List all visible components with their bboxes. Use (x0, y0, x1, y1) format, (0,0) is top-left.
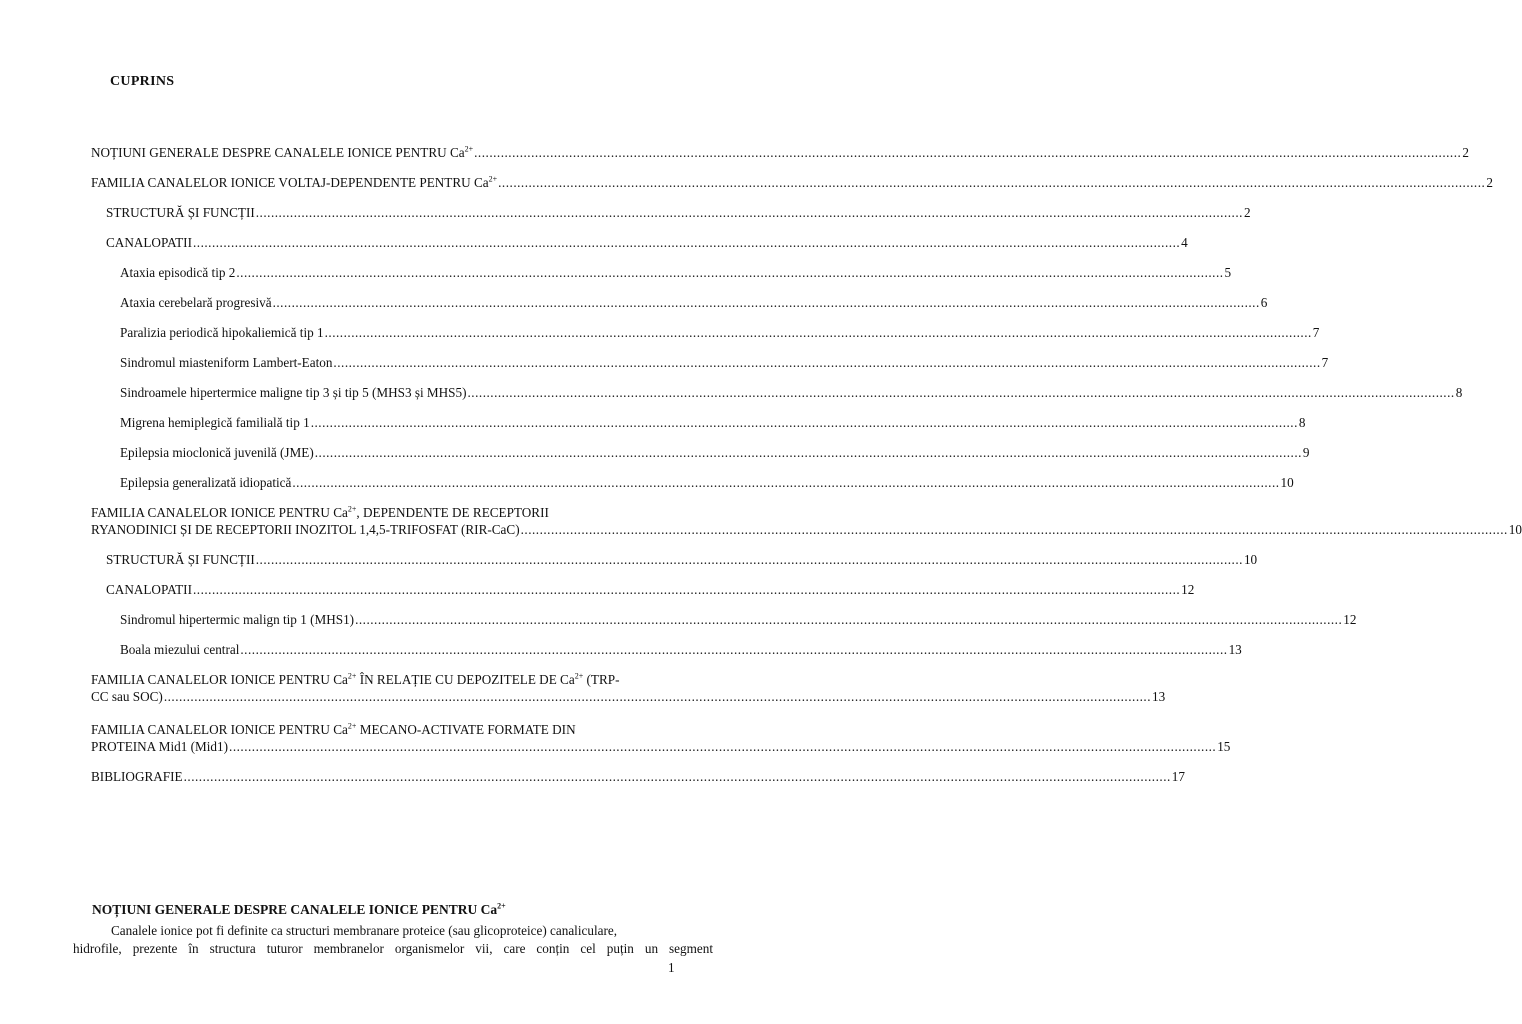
toc-entry-text: Epilepsia mioclonică juvenilă (JME) (120, 445, 314, 460)
toc-entry[interactable] (91, 174, 1493, 191)
leader-dots: .................................................................................................................................................................................................................................................................... (163, 689, 1151, 704)
superscript: 2+ (574, 671, 584, 681)
toc-entry[interactable] (120, 641, 1242, 658)
toc-entry-text: Boala miezului central (120, 642, 240, 657)
leader-dots: .................................................................................................................................................................................................................................................................... (183, 769, 1171, 784)
toc-entry[interactable] (120, 384, 1463, 401)
page-number: 1 (668, 960, 675, 975)
leader-dots: .................................................................................................................................................................................................................................................................... (255, 205, 1243, 220)
toc-page-number: 8 (1298, 415, 1306, 430)
toc-page-number: 17 (1171, 769, 1185, 784)
paragraph-line: hidrofile, prezente în structura tuturor membranelor organismelor vii, care conțin cel puțin un segment (73, 941, 713, 956)
toc-entry[interactable] (120, 611, 1357, 628)
leader-dots: .................................................................................................................................................................................................................................................................... (310, 415, 1298, 430)
toc-page-number: 9 (1302, 445, 1310, 460)
toc-page-number: 5 (1224, 265, 1232, 280)
toc-entry[interactable] (106, 204, 1251, 221)
toc-entry[interactable] (91, 144, 1469, 161)
toc-page-number: 2 (1462, 145, 1469, 160)
toc-entry[interactable] (120, 414, 1306, 431)
toc-page-number: 13 (1152, 689, 1166, 704)
section-heading: NOȚIUNI GENERALE DESPRE CANALELE IONICE PENTRU $Ca^{2+}$ (92, 901, 506, 917)
toc-page-number: 12 (1181, 582, 1195, 597)
toc-entry[interactable] (91, 768, 1185, 785)
leader-dots: .................................................................................................................................................................................................................................................................... (236, 265, 1224, 280)
leader-dots: .................................................................................................................................................................................................................................................................... (229, 739, 1217, 754)
superscript: 2+ (497, 901, 506, 911)
leader-dots: .................................................................................................................................................................................................................................................................... (333, 355, 1321, 370)
toc-page-number: 13 (1228, 642, 1242, 657)
toc-page-number: 10 (1280, 475, 1294, 490)
toc-entry[interactable] (120, 354, 1329, 371)
toc-entry[interactable] (120, 474, 1294, 491)
leader-dots: .................................................................................................................................................................................................................................................................... (272, 295, 1260, 310)
leader-dots: .................................................................................................................................................................................................................................................................... (255, 552, 1243, 567)
paragraph-line: Canalele ionice pot fi definite ca structuri membranare proteice (sau glicoproteice) canaliculare, (111, 923, 618, 938)
toc-page-number: 12 (1343, 612, 1357, 627)
toc-entry-text: Sindromul hipertermic malign tip 1 (MHS1) (120, 612, 355, 627)
toc-page-number: 7 (1312, 325, 1320, 340)
superscript: 2+ (347, 504, 357, 514)
toc-entry-text: NOȚIUNI GENERALE DESPRE CANALELE IONICE PENTRU Ca (91, 145, 465, 160)
toc-entry-text: STRUCTURĂ ȘI FUNCȚII (106, 205, 255, 220)
toc-entry[interactable] (106, 581, 1195, 598)
toc-entry[interactable] (91, 738, 1231, 755)
leader-dots: .................................................................................................................................................................................................................................................................... (355, 612, 1343, 627)
toc-entry-text: Paralizia periodică hipokaliemică tip 1 (120, 325, 324, 340)
toc-page-number: 10 (1508, 522, 1522, 537)
toc-entry[interactable] (106, 551, 1258, 568)
toc-page-number: 15 (1217, 739, 1231, 754)
leader-dots: .................................................................................................................................................................................................................................................................... (474, 145, 1462, 160)
toc-entry-text: PROTEINA Mid1 (Mid1) (91, 739, 229, 754)
toc-entry[interactable] (120, 264, 1232, 281)
toc-entry-text: Migrena hemiplegică familială tip 1 (120, 415, 310, 430)
leader-dots: .................................................................................................................................................................................................................................................................... (240, 642, 1228, 657)
toc-entry[interactable] (120, 444, 1310, 461)
superscript: 2+ (464, 144, 474, 154)
toc-entry-text: FAMILIA CANALELOR IONICE VOLTAJ-DEPENDENTE PENTRU Ca (91, 175, 489, 190)
toc-page-number: 2 (1243, 205, 1251, 220)
toc-entry[interactable] (91, 688, 1166, 705)
toc-entry-line1[interactable]: FAMILIA CANALELOR IONICE PENTRU $Ca^{2+}$, DEPENDENTE DE RECEPTORII (91, 504, 549, 520)
toc-entry-text: Ataxia episodică tip 2 (120, 265, 236, 280)
toc-entry[interactable] (106, 234, 1188, 251)
toc-entry-text: CANALOPATII (106, 235, 192, 250)
leader-dots: .................................................................................................................................................................................................................................................................... (192, 235, 1181, 250)
toc-entry-text: RYANODINICI ȘI DE RECEPTORII INOZITOL 1,4,5-TRIFOSFAT (RIR-CaC) (91, 522, 520, 537)
toc-entry[interactable] (120, 324, 1320, 341)
toc-page-number: 7 (1321, 355, 1329, 370)
toc-page-number: 8 (1455, 385, 1463, 400)
toc-entry-text: CANALOPATII (106, 582, 192, 597)
toc-entry-text: Sindromul miasteniform Lambert-Eaton (120, 355, 333, 370)
toc-title: CUPRINS (110, 74, 175, 89)
toc-entry[interactable] (91, 521, 1522, 538)
toc-entry-text: CC sau SOC) (91, 689, 163, 704)
toc-page-number: 10 (1243, 552, 1258, 567)
superscript: 2+ (488, 174, 498, 184)
leader-dots: .................................................................................................................................................................................................................................................................... (520, 522, 1508, 537)
leader-dots: .................................................................................................................................................................................................................................................................... (324, 325, 1312, 340)
leader-dots: .................................................................................................................................................................................................................................................................... (498, 175, 1486, 190)
leader-dots: .................................................................................................................................................................................................................................................................... (467, 385, 1455, 400)
superscript: 2+ (347, 671, 357, 681)
leader-dots: .................................................................................................................................................................................................................................................................... (192, 582, 1181, 597)
toc-entry-text: BIBLIOGRAFIE (91, 769, 183, 784)
toc-entry[interactable] (120, 294, 1268, 311)
toc-entry-text: Ataxia cerebelară progresivă (120, 295, 272, 310)
toc-entry-line1[interactable]: FAMILIA CANALELOR IONICE PENTRU $Ca^{2+}$ MECANO-ACTIVATE FORMATE DIN (91, 721, 576, 737)
toc-page-number: 2 (1486, 175, 1493, 190)
toc-page-number: 6 (1260, 295, 1268, 310)
toc-page-number: 4 (1181, 235, 1188, 250)
leader-dots: .................................................................................................................................................................................................................................................................... (314, 445, 1302, 460)
toc-entry-text: STRUCTURĂ ȘI FUNCȚII (106, 552, 255, 567)
toc-entry-text: Sindroamele hipertermice maligne tip 3 și tip 5 (MHS3 și MHS5) (120, 385, 467, 400)
toc-entry-text: Epilepsia generalizată idiopatică (120, 475, 292, 490)
body-paragraph (73, 922, 713, 958)
toc-entry-line1[interactable]: FAMILIA CANALELOR IONICE PENTRU $Ca^{2+}$ ÎN RELAȚIE CU DEPOZITELE DE $Ca^{2+}$ (TRP- (91, 671, 620, 687)
leader-dots: .................................................................................................................................................................................................................................................................... (292, 475, 1280, 490)
superscript: 2+ (347, 721, 357, 731)
